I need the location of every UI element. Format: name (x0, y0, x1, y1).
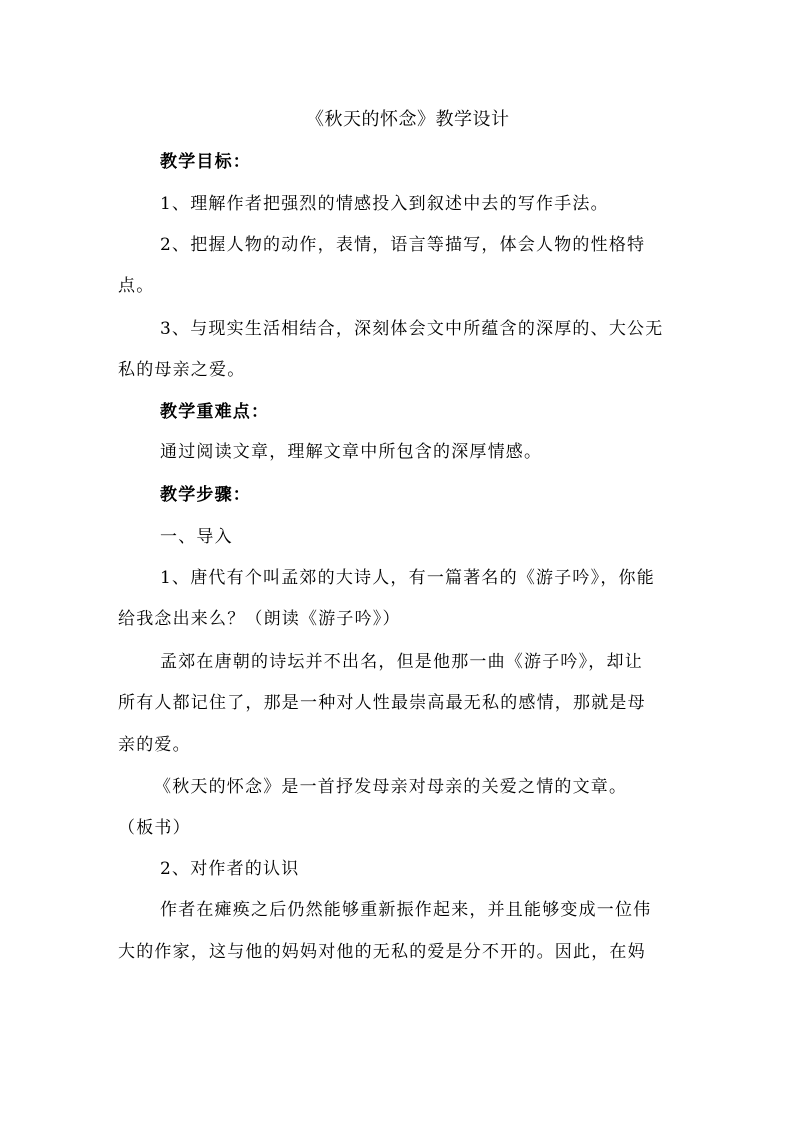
step-1-title: 一、导入 (160, 527, 233, 547)
objectives-heading: 教学目标： (160, 152, 251, 172)
step-1-paragraph-2-line-2: 所有人都记住了，那是一种对人性最崇高最无私的感情，那就是母 (118, 693, 646, 713)
objective-3-line-2: 私的母亲之爱。 (118, 360, 246, 380)
objective-3-line-1: 3、与现实生活相结合，深刻体会文中所蕴含的深厚的、大公无 (160, 319, 664, 339)
objective-2-line-1: 2、把握人物的动作，表情，语言等描写，体会人物的性格特 (160, 235, 646, 255)
objective-1: 1、理解作者把强烈的情感投入到叙述中去的写作手法。 (160, 194, 609, 214)
step-1-paragraph-2-line-1: 孟郊在唐朝的诗坛并不出名，但是他那一曲《游子吟》，却让 (160, 652, 643, 672)
step-1-paragraph-2-line-3: 亲的爱。 (118, 735, 191, 755)
key-points-heading: 教学重难点： (160, 402, 270, 422)
step-2-title: 2、对作者的认识 (160, 859, 300, 879)
step-1-paragraph-3-line-2: （板书） (118, 818, 191, 838)
steps-heading: 教学步骤： (160, 485, 251, 505)
step-2-paragraph-1-line-1: 作者在瘫痪之后仍然能够重新振作起来，并且能够变成一位伟 (160, 900, 652, 920)
step-1-paragraph-1-line-1: 1、唐代有个叫孟郊的大诗人，有一篇著名的《游子吟》，你能 (160, 568, 655, 588)
objective-2-line-2: 点。 (118, 276, 155, 296)
step-1-paragraph-1-line-2: 给我念出来么？（朗读《游子吟》） (118, 609, 401, 629)
step-2-paragraph-1-line-2: 大的作家，这与他的妈妈对他的无私的爱是分不开的。因此，在妈 (118, 942, 646, 962)
key-points-text: 通过阅读文章，理解文章中所包含的深厚情感。 (160, 442, 543, 462)
document-title: 《秋天的怀念》教学设计 (306, 109, 510, 130)
step-1-paragraph-3-line-1: 《秋天的怀念》是一首抒发母亲对母亲的关爱之情的文章。 (154, 777, 628, 797)
